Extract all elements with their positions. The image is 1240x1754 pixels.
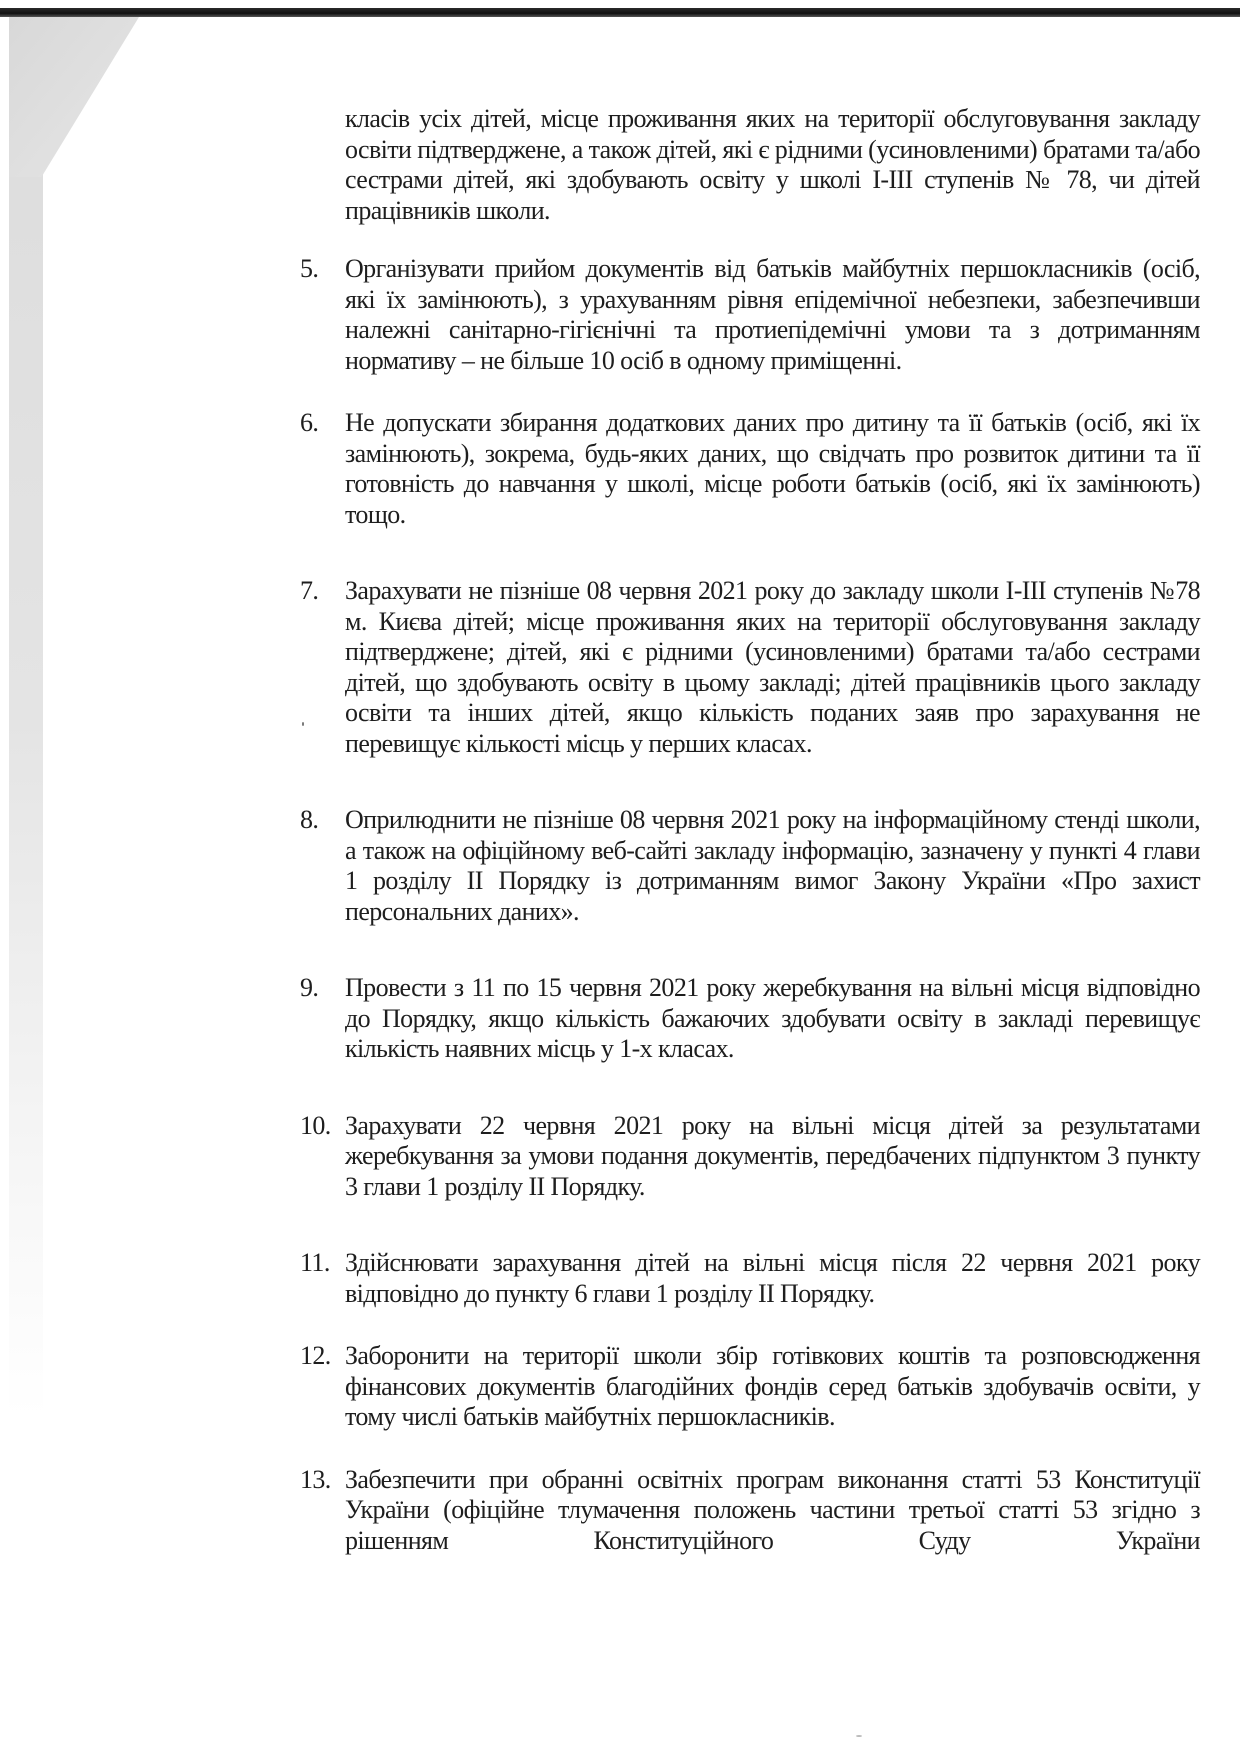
item-text: Зарахувати 22 червня 2021 року на вільні місця дітей за результатами жеребкування за умови подання документів, передбачених підпунктом 3 пункту 3 глави 1 розділу ІІ Порядку. bbox=[345, 1110, 1200, 1201]
item-text: Організувати прийом документів від батьків майбутніх першокласників (осіб, які їх замінюють), з урахуванням рівня епідемічної небезпеки, забезпечивши належні санітарно-гігієнічні та протиепідемічні умови та з дотриманням нормативу – не більше 10 осіб в одному приміщенні. bbox=[345, 254, 1200, 375]
scan-edge-left bbox=[9, 17, 43, 1417]
list-item-8 bbox=[300, 805, 1200, 927]
scan-speck bbox=[856, 1735, 862, 1737]
item-text: Забезпечити при обранні освітніх програм виконання статті 53 Конституції України (офіційне тлумачення положень частини третьої статті 53 згідно з рішенням Конституційного Суду України bbox=[345, 1464, 1200, 1555]
item-number: 10. bbox=[300, 1110, 331, 1140]
item-number: 11. bbox=[300, 1248, 330, 1277]
list-item-9 bbox=[300, 973, 1200, 1065]
item-text: Здійснювати зарахування дітей на вільні місця після 22 червня 2021 року відповідно до пункту 6 глави 1 розділу ІІ Порядку. bbox=[345, 1248, 1200, 1308]
item-number: 5. bbox=[300, 254, 319, 283]
item-text: Не допускати збирання додаткових даних про дитину та її батьків (осіб, які їх замінюють), зокрема, будь-яких даних, що свідчать про розвиток дитини та її готовність до навчання у школі, місце роботи батьків (осіб, які їх замінюють) тощо. bbox=[345, 408, 1200, 529]
list-item-10 bbox=[300, 1111, 1200, 1203]
list-item-6 bbox=[300, 408, 1200, 530]
item-text: Провести з 11 по 15 червня 2021 року жеребкування на вільні місця відповідно до Порядку, якщо кількість бажаючих здобувати освіту в закладі перевищує кількість наявних місць у 1-х класах. bbox=[345, 973, 1200, 1063]
item-number: 12. bbox=[300, 1341, 331, 1370]
item-number: 7. bbox=[300, 576, 319, 605]
list-item-13 bbox=[300, 1465, 1200, 1557]
item-number: 13. bbox=[300, 1464, 331, 1494]
list-item-5 bbox=[300, 254, 1200, 376]
item-text: Оприлюднити не пізніше 08 червня 2021 року на інформаційному стенді школи, а також на офіційному веб-сайті закладу інформацію, зазначену у пункті 4 глави 1 розділу ІІ Порядку із дотриманням вимог Закону України «Про захист персональних даних». bbox=[345, 805, 1200, 926]
scan-speck bbox=[302, 722, 304, 726]
scan-corner-fold bbox=[9, 17, 139, 177]
document-page bbox=[300, 104, 1200, 1556]
item-number: 8. bbox=[300, 805, 319, 834]
item-text: Заборонити на території школи збір готівкових коштів та розповсюдження фінансових документів благодійних фондів серед батьків здобувачів освіти, у тому числі батьків майбутніх першокласників. bbox=[345, 1341, 1200, 1431]
list-item-11 bbox=[300, 1248, 1200, 1309]
list-item-12 bbox=[300, 1341, 1200, 1433]
scan-edge-top bbox=[0, 8, 1240, 17]
item-text: Зарахувати не пізніше 08 червня 2021 року до закладу школи І-ІІІ ступенів №78 м. Києва дітей; місце проживання яких на території обслуговування закладу підтверджене; дітей, які є рідними (усиновленими) братами та/або сестрами дітей, що здобувають освіту в цьому закладі; дітей працівників цього закладу освіти та інших дітей, якщо кількість поданих заяв про зарахування не перевищує кількості місць у перших класах. bbox=[345, 576, 1200, 758]
list-item-7 bbox=[300, 576, 1200, 759]
item-number: 6. bbox=[300, 408, 319, 437]
continued-paragraph: класів усіх дітей, місце проживання яких на території обслуговування закладу освіти підтверджене, а також дітей, які є рідними (усиновленими) братами та/або сестрами дітей, які здобувають освіту у школі І-ІІІ ступенів № 78, чи дітей працівників школи. bbox=[345, 104, 1200, 225]
item-number: 9. bbox=[300, 973, 319, 1002]
